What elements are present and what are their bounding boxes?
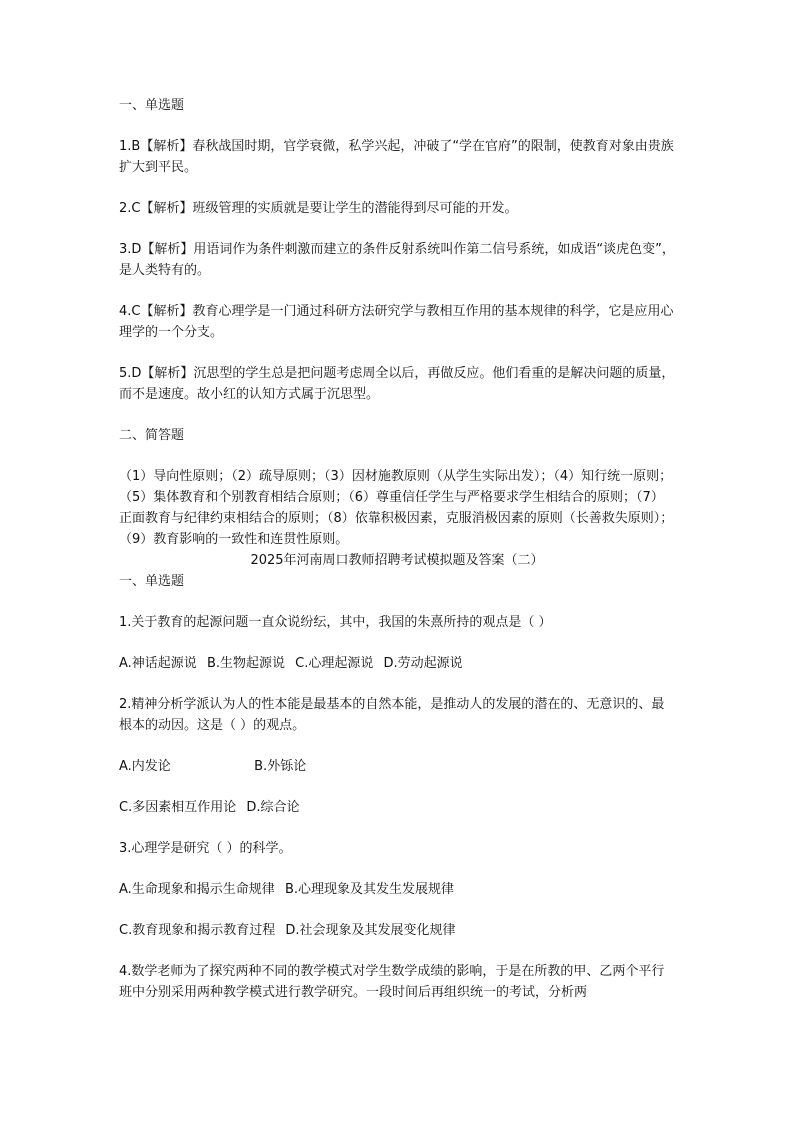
question-3-stem: 3.心理学是研究（ ）的科学。 [119, 841, 292, 856]
q3-option-a: A.生命现象和揭示生命规律 [119, 882, 275, 897]
q1-option-d: D.劳动起源说 [383, 656, 463, 671]
answer-5: 5.D【解析】沉思型的学生总是把问题考虑周全以后，再做反应。他们看重的是解决问题的质量，而不是速度。故小红的认知方式属于沉思型。 [119, 366, 675, 402]
q2-option-c: C.多因素相互作用论 [119, 800, 237, 815]
q3-option-d: D.社会现象及其发展变化规律 [285, 923, 456, 938]
answer-1: 1.B【解析】春秋战国时期，官学衰微，私学兴起，冲破了“学在官府”的限制，使教育对象由贵族扩大到平民。 [119, 139, 674, 175]
q1-option-b: B.生物起源说 [206, 656, 286, 671]
document-page [119, 95, 675, 1003]
question-1-options [119, 653, 675, 674]
short-answer: （1）导向性原则；（2）疏导原则；（3）因材施教原则（从学生实际出发）；（4）知行统一原则；（5）集体教育和个别教育相结合原则；（6）尊重信任学生与严格要求学生相结合的原则；（7）正面教育与纪律约束相结合的原则；（8）依靠积极因素，克服消极因素的原则（长善救失原则）；（9）教育影响的一致性和连贯性原则。 [119, 469, 674, 547]
q2-option-b: B.外铄论 [254, 759, 307, 774]
question-3-options-row2 [119, 920, 675, 941]
question-2-options-row1 [119, 756, 675, 777]
section2-heading: 二、简答题 [119, 428, 185, 443]
q2-option-a: A.内发论 [119, 759, 171, 774]
q1-option-a: A.神话起源说 [119, 656, 197, 671]
question-3-options-row1 [119, 879, 675, 900]
question-2-options-row2 [119, 797, 675, 818]
question-2-stem: 2.精神分析学派认为人的性本能是最基本的自然本能，是推动人的发展的潜在的、无意识的、最根本的动因。这是（ ）的观点。 [119, 697, 665, 733]
question-4-stem: 4.数学老师为了探究两种不同的教学模式对学生数学成绩的影响，于是在所教的甲、乙两个平行班中分别采用两种教学模式进行教学研究。一段时间后再组织统一的考试，分析两 [119, 964, 665, 1000]
answer-2: 2.C【解析】班级管理的实质就是要让学生的潜能得到尽可能的开发。 [119, 201, 518, 216]
answer-3: 3.D【解析】用语词作为条件刺激而建立的条件反射系统叫作第二信号系统，如成语“谈虎色变”，是人类特有的。 [119, 242, 675, 278]
q3-option-c: C.教育现象和揭示教育过程 [119, 923, 276, 938]
exam2-title: 2025年河南周口教师招聘考试模拟题及答案（二） [250, 553, 544, 568]
q3-option-b: B.心理现象及其发生发展规律 [284, 882, 455, 897]
section1-heading: 一、单选题 [119, 98, 185, 113]
q1-option-c: C.心理起源说 [295, 656, 374, 671]
q2-option-d: D.综合论 [246, 800, 300, 815]
answer-4: 4.C【解析】教育心理学是一门通过科研方法研究学与教相互作用的基本规律的科学，它是应用心理学的一个分支。 [119, 304, 674, 340]
question-1-stem: 1.关于教育的起源问题一直众说纷纭，其中，我国的朱熹所持的观点是（ ） [119, 615, 552, 630]
exam2-section-heading: 一、单选题 [119, 574, 185, 589]
